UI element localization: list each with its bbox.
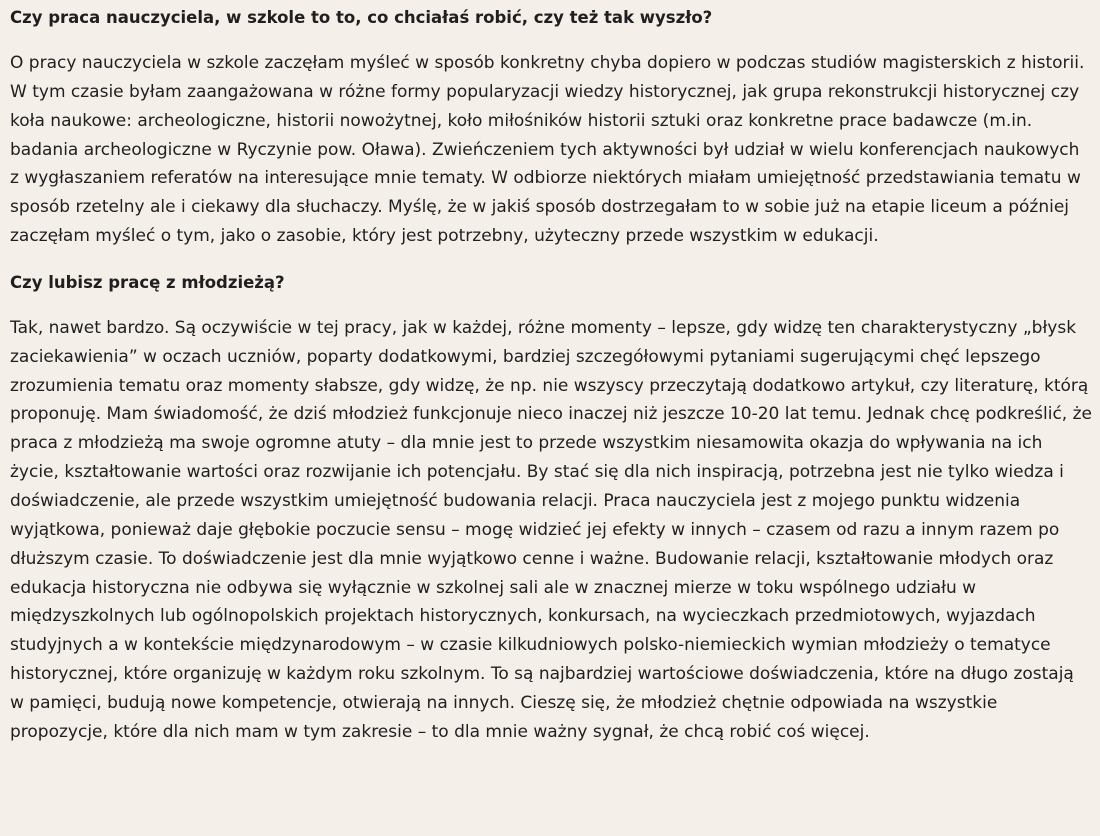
interview-answer-working-with-youth: Tak, nawet bardzo. Są oczywiście w tej pracy, jak w każdej, różne momenty – lepsze, gdy widzę ten charakterystyczny „błysk zaciekawienia” w oczach uczniów, poparty dodatkowymi, bardziej szczegółowymi pytaniami sugerującymi chęć lepszego zrozumienia tematu oraz momenty słabsze, gdy widzę, że np. nie wszyscy przeczytają dodatkowo artykuł, czy literaturę, którą proponuję. Mam świadomość, że dziś młodzież funkcjonuje nieco inaczej niż jeszcze 10-20 lat temu. Jednak chcę podkreślić, że praca z młodzieżą ma swoje ogromne atuty – dla mnie jest to przede wszystkim niesamowita okazja do wpływania na ich życie, kształtowanie wartości oraz rozwijanie ich potencjału. By stać się dla nich inspiracją, potrzebna jest nie tylko wiedza i doświadczenie, ale przede wszystkim umiejętność budowania relacji. Praca nauczyciela jest z mojego punktu widzenia wyjątkowa, ponieważ daje głębokie poczucie sensu – mogę widzieć jej efekty w innych – czasem od razu a innym razem po dłuższym czasie. To doświadczenie jest dla mnie wyjątkowo cenne i ważne. Budowanie relacji, kształtowanie młodych oraz edukacja historyczna nie odbywa się wyłącznie w szkolnej sali ale w znacznej mierze w toku wspólnego udziału w międzyszkolnych lub ogólnopolskich projektach historycznych, konkursach, na wycieczkach przedmiotowych, wyjazdach studyjnych a w kontekście międzynarodowym – w czasie kilkudniowych polsko-niemieckich wymian młodzieży o tematyce historycznej, które organizuję w każdym roku szkolnym. To są najbardziej wartościowe doświadczenia, które na długo zostają w pamięci, budują nowe kompetencje, otwierają na innych. Cieszę się, że młodzież chętnie odpowiada na wszystkie propozycje, które dla nich mam w tym zakresie – to dla mnie ważny sygnał, że chcą robić coś więcej. [10,317,1092,742]
interview-answer-career-choice: O pracy nauczyciela w szkole zaczęłam myśleć w sposób konkretny chyba dopiero w podczas studiów magisterskich z historii. W tym czasie byłam zaangażowana w różne formy popularyzacji wiedzy historycznej, jak grupa rekonstrukcji historycznej czy koła naukowe: archeologiczne, historii nowożytnej, koło miłośników historii sztuki oraz konkretne prace badawcze (m.in. badania archeologiczne w Ryczynie pow. Oława). Zwieńczeniem tych aktywności był udział w wielu konferencjach naukowych z wygłaszaniem referatów na interesujące mnie tematy. W odbiorze niektórych miałam umiejętność przedstawiania tematu w sposób rzetelny ale i ciekawy dla słuchaczy. Myślę, że w jakiś sposób dostrzegałam to w sobie już na etapie liceum a później zaczęłam myśleć o tym, jako o zasobie, który jest potrzebny, użyteczny przede wszystkim w edukacji. [10,53,1085,247]
interview-question-career-choice: Czy praca nauczyciela, w szkole to to, co chciałaś robić, czy też tak wyszło? [10,8,713,27]
interview-question-working-with-youth: Czy lubisz pracę z młodzieżą? [10,272,285,292]
